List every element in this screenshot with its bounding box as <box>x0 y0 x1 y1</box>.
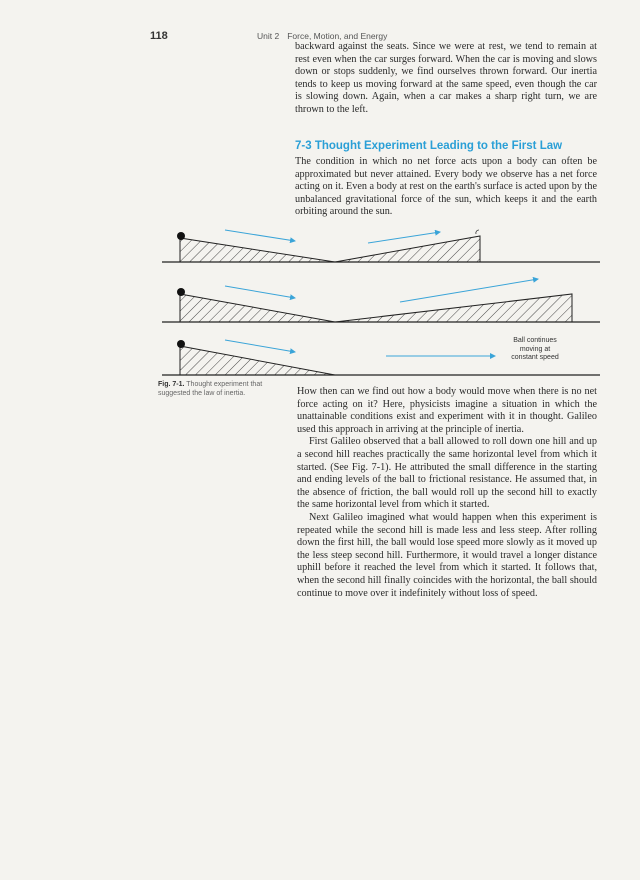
unit-label: Unit 2 <box>257 31 280 41</box>
first-hill-1 <box>180 238 335 262</box>
arrow-down-1 <box>225 230 295 241</box>
hill-pair-1 <box>162 230 600 262</box>
second-hill-1 <box>335 236 480 262</box>
arrow-down-3 <box>225 340 295 352</box>
body-text <box>297 386 597 600</box>
ball-start-3 <box>177 340 185 348</box>
intro-text: backward against the seats. Since we were at rest, we tend to remain at rest even when the car surges forward. When the car is moving and slows down or stops suddenly, we find ourselves thrown forward. Our inertia tends to keep us moving forward at the same speed, even though the car is slowing down. Again, when a car makes a sharp right turn, we are thrown to the left. <box>295 41 597 115</box>
figure-caption <box>158 380 288 398</box>
ball-end-1 <box>476 230 479 234</box>
body-paragraph: First Galileo observed that a ball allowed to roll down one hill and up a second hill reaches practically the same horizontal level from which it started. (See Fig. 7-1). He attributed the small difference in the starting and ending levels of the ball to frictional resistance. He assumed that, in the absence of friction, the ball would roll up the second hill to exactly the same horizontal level from which it started. <box>297 436 597 511</box>
section-heading: 7-3 Thought Experiment Leading to the First Law <box>295 140 563 152</box>
ball-continues-note <box>495 337 575 363</box>
section-text: The condition in which no net force acts upon a body can often be approximated but never attained. Every body we observe has a net force acting on it. Even a body at rest on the earth's surface is acted upon by the unbalanced gravitational force of the sun, which keeps it and the earth orbiting around the sun. <box>295 156 597 218</box>
second-hill-2 <box>335 294 572 322</box>
section-paragraph <box>295 156 597 219</box>
arrow-up-2 <box>400 279 538 302</box>
first-hill-2 <box>180 294 335 322</box>
body-paragraph: How then can we find out how a body would move when there is no net force acting on it? Here, physicists imagine a situation in which the unattainable conditions exist and experiment with it in thought. Galileo used this approach in arriving at the principle of inertia. <box>297 386 597 435</box>
caption-number: Fig. 7-1. <box>158 381 185 388</box>
note-line-2: moving at <box>519 345 551 353</box>
arrow-up-1 <box>368 232 440 243</box>
unit-title: Force, Motion, and Energy <box>287 31 388 41</box>
body-paragraph: Next Galileo imagined what would happen when this experiment is repeated while the second hill is made less and less steep. After rolling down the first hill, the ball would lose speed more slowly as it moved up the less steep second hill. Furthermore, it would travel a longer distance uphill before it reached the level from which it started. It follows that, when the second hill finally coincides with the horizontal, the ball should continue to move over it indefinitely without loss of speed. <box>297 511 597 599</box>
running-head <box>257 31 387 41</box>
note-line-3: constant speed <box>511 354 559 361</box>
ball-start-2 <box>177 288 185 296</box>
page-number: 118 <box>150 30 168 42</box>
first-hill-3 <box>180 346 335 375</box>
ball-start-1 <box>177 232 185 240</box>
arrow-down-2 <box>225 286 295 298</box>
caption-text: Thought experiment that suggested the law of inertia. <box>158 381 263 397</box>
intro-paragraph <box>295 41 597 117</box>
hill-pair-2 <box>162 279 600 322</box>
figure-7-1 <box>150 222 600 387</box>
note-line-1: Ball continues <box>513 337 557 344</box>
